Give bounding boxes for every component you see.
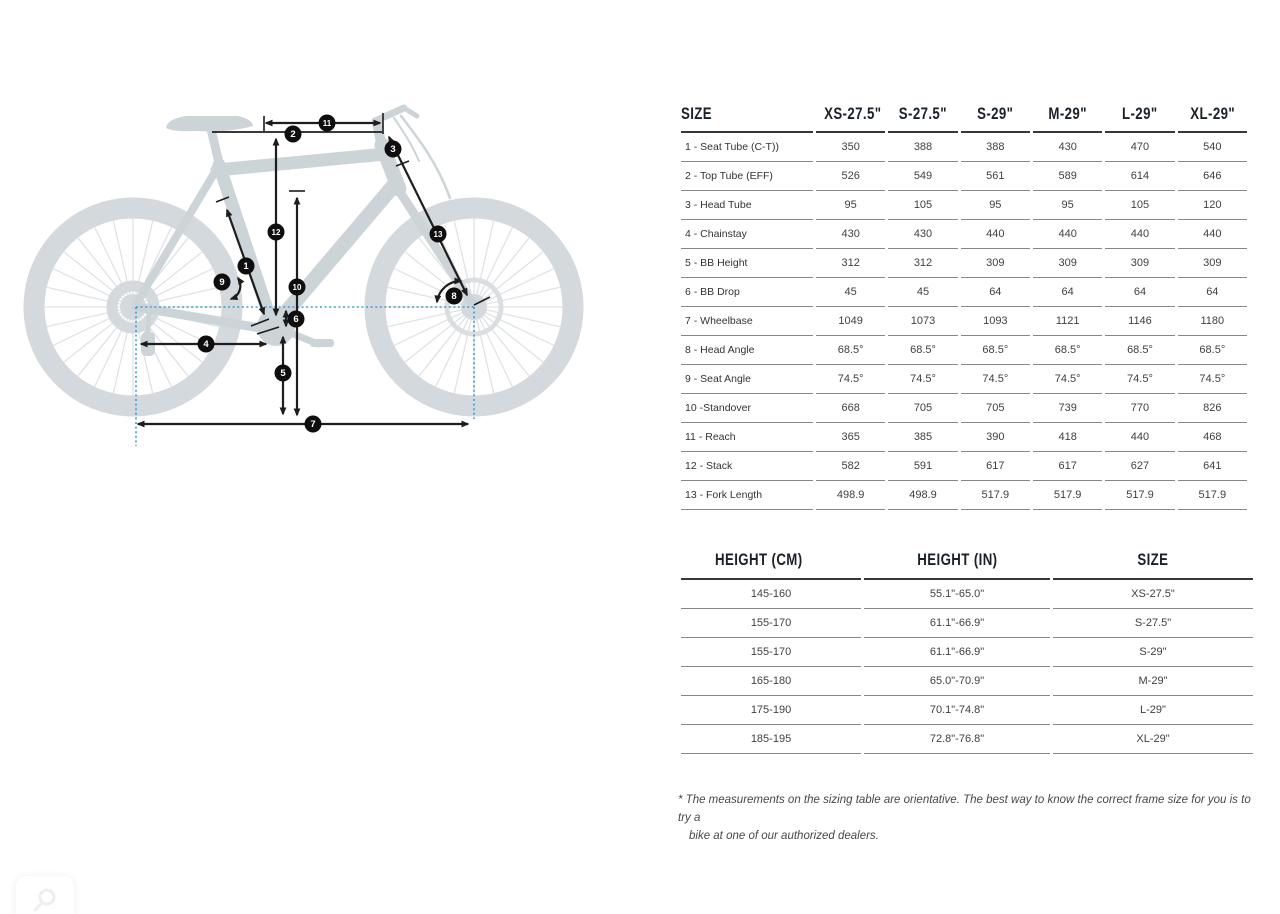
table-cell: 641 bbox=[1178, 452, 1247, 481]
bike-geometry-diagram bbox=[0, 80, 620, 470]
table-cell: 468 bbox=[1178, 423, 1247, 452]
table-cell: 517.9 bbox=[1033, 481, 1102, 510]
sizing-footnote bbox=[678, 791, 1264, 845]
table-cell: 185-195 bbox=[681, 725, 861, 754]
dimension-marker-3 bbox=[385, 141, 402, 158]
row-label: 2 - Top Tube (EFF) bbox=[681, 162, 813, 191]
table-cell: 498.9 bbox=[816, 481, 885, 510]
table-cell: 561 bbox=[961, 162, 1030, 191]
table-cell: 309 bbox=[1178, 249, 1247, 278]
table-cell: S-27.5" bbox=[1053, 609, 1253, 638]
handlebar bbox=[375, 108, 404, 121]
sizing-table-header bbox=[681, 550, 1253, 580]
table-cell: 61.1"-66.9" bbox=[864, 609, 1050, 638]
table-row bbox=[681, 452, 1247, 481]
table-cell: 64 bbox=[1178, 278, 1247, 307]
table-cell: 705 bbox=[888, 394, 957, 423]
row-label: 10 -Standover bbox=[681, 394, 813, 423]
svg-text:7: 7 bbox=[310, 419, 316, 431]
svg-text:2: 2 bbox=[290, 129, 296, 141]
column-header: HEIGHT (IN) bbox=[864, 550, 1050, 580]
table-cell: 705 bbox=[961, 394, 1030, 423]
table-cell: 1073 bbox=[888, 307, 957, 336]
table-cell: 385 bbox=[888, 423, 957, 452]
table-cell: 540 bbox=[1178, 133, 1247, 162]
table-cell: 309 bbox=[1105, 249, 1174, 278]
table-cell: 388 bbox=[961, 133, 1030, 162]
table-cell: 74.5° bbox=[1178, 365, 1247, 394]
column-header: SIZE bbox=[681, 104, 813, 133]
table-cell: 74.5° bbox=[1033, 365, 1102, 394]
row-label: 13 - Fork Length bbox=[681, 481, 813, 510]
table-cell: 68.5° bbox=[888, 336, 957, 365]
dimension-marker-10 bbox=[289, 279, 306, 296]
table-cell: 1121 bbox=[1033, 307, 1102, 336]
table-cell: 1093 bbox=[961, 307, 1030, 336]
table-cell: 470 bbox=[1105, 133, 1174, 162]
table-cell: 440 bbox=[1105, 423, 1174, 452]
table-cell: 526 bbox=[816, 162, 885, 191]
dimension-marker-1 bbox=[238, 258, 255, 275]
table-cell: 312 bbox=[816, 249, 885, 278]
table-cell: 68.5° bbox=[816, 336, 885, 365]
dimension-marker-12 bbox=[268, 224, 285, 241]
dimension-marker-6 bbox=[288, 311, 305, 328]
table-cell: S-29" bbox=[1053, 638, 1253, 667]
row-label: 12 - Stack bbox=[681, 452, 813, 481]
table-cell: 120 bbox=[1178, 191, 1247, 220]
table-cell: 440 bbox=[1033, 220, 1102, 249]
table-cell: 430 bbox=[816, 220, 885, 249]
table-cell: 145-160 bbox=[681, 580, 861, 609]
table-cell: 312 bbox=[888, 249, 957, 278]
dimension-marker-5 bbox=[275, 365, 292, 382]
table-cell: 614 bbox=[1105, 162, 1174, 191]
table-row bbox=[681, 638, 1253, 667]
table-row bbox=[681, 725, 1253, 754]
svg-text:10: 10 bbox=[292, 283, 302, 293]
table-cell: 617 bbox=[961, 452, 1030, 481]
bike-silhouette bbox=[34, 108, 573, 406]
table-cell: XL-29" bbox=[1053, 725, 1253, 754]
svg-text:6: 6 bbox=[293, 314, 299, 326]
table-cell: 72.8"-76.8" bbox=[864, 725, 1050, 754]
table-cell: 627 bbox=[1105, 452, 1174, 481]
row-label: 1 - Seat Tube (C-T)) bbox=[681, 133, 813, 162]
zoom-button[interactable] bbox=[16, 876, 74, 914]
table-cell: 390 bbox=[961, 423, 1030, 452]
dimension-marker-8 bbox=[446, 288, 463, 305]
table-cell: 440 bbox=[961, 220, 1030, 249]
column-header: SIZE bbox=[1053, 550, 1253, 580]
table-cell: 105 bbox=[888, 191, 957, 220]
table-cell: 55.1"-65.0" bbox=[864, 580, 1050, 609]
table-cell: 1180 bbox=[1178, 307, 1247, 336]
table-cell: XS-27.5" bbox=[1053, 580, 1253, 609]
footnote-line-2: bike at one of our authorized dealers. bbox=[689, 830, 879, 842]
table-cell: 517.9 bbox=[961, 481, 1030, 510]
top-tube bbox=[217, 154, 386, 170]
table-cell: 591 bbox=[888, 452, 957, 481]
table-row bbox=[681, 220, 1247, 249]
svg-text:4: 4 bbox=[203, 339, 209, 351]
table-row bbox=[681, 481, 1247, 510]
table-cell: M-29" bbox=[1053, 667, 1253, 696]
table-cell: 309 bbox=[961, 249, 1030, 278]
table-cell: 65.0"-70.9" bbox=[864, 667, 1050, 696]
svg-text:3: 3 bbox=[390, 144, 396, 156]
table-cell: 440 bbox=[1178, 220, 1247, 249]
table-cell: 61.1"-66.9" bbox=[864, 638, 1050, 667]
table-cell: 68.5° bbox=[1033, 336, 1102, 365]
table-cell: 165-180 bbox=[681, 667, 861, 696]
table-cell: 74.5° bbox=[816, 365, 885, 394]
row-label: 9 - Seat Angle bbox=[681, 365, 813, 394]
column-header: L-29" bbox=[1105, 104, 1174, 133]
handlebar-grip bbox=[404, 108, 417, 116]
table-cell: 74.5° bbox=[888, 365, 957, 394]
brake-cable bbox=[401, 116, 450, 198]
table-row bbox=[681, 249, 1247, 278]
table-cell: 826 bbox=[1178, 394, 1247, 423]
table-cell: 1146 bbox=[1105, 307, 1174, 336]
table-cell: 68.5° bbox=[1178, 336, 1247, 365]
table-cell: 739 bbox=[1033, 394, 1102, 423]
table-row bbox=[681, 580, 1253, 609]
table-cell: 64 bbox=[1033, 278, 1102, 307]
table-cell: 68.5° bbox=[961, 336, 1030, 365]
table-cell: 45 bbox=[816, 278, 885, 307]
table-cell: 95 bbox=[1033, 191, 1102, 220]
table-cell: 430 bbox=[1033, 133, 1102, 162]
table-cell: 155-170 bbox=[681, 638, 861, 667]
table-row bbox=[681, 336, 1247, 365]
row-label: 4 - Chainstay bbox=[681, 220, 813, 249]
table-cell: 517.9 bbox=[1178, 481, 1247, 510]
row-label: 6 - BB Drop bbox=[681, 278, 813, 307]
geometry-table bbox=[678, 104, 1250, 510]
svg-text:12: 12 bbox=[271, 228, 281, 238]
column-header: M-29" bbox=[1033, 104, 1102, 133]
magnifier-icon bbox=[32, 887, 58, 913]
table-cell: 64 bbox=[961, 278, 1030, 307]
table-cell: 175-190 bbox=[681, 696, 861, 725]
table-row bbox=[681, 667, 1253, 696]
geometry-table-header bbox=[681, 104, 1247, 133]
table-cell: 350 bbox=[816, 133, 885, 162]
table-cell: 430 bbox=[888, 220, 957, 249]
row-label: 5 - BB Height bbox=[681, 249, 813, 278]
table-cell: 1049 bbox=[816, 307, 885, 336]
table-cell: 309 bbox=[1033, 249, 1102, 278]
table-cell: 770 bbox=[1105, 394, 1174, 423]
svg-text:11: 11 bbox=[322, 119, 332, 129]
table-row bbox=[681, 394, 1247, 423]
svg-text:9: 9 bbox=[219, 277, 225, 289]
table-cell: 388 bbox=[888, 133, 957, 162]
dimension-marker-4 bbox=[198, 336, 215, 353]
table-cell: 64 bbox=[1105, 278, 1174, 307]
table-cell: 74.5° bbox=[961, 365, 1030, 394]
svg-text:1: 1 bbox=[243, 261, 249, 273]
svg-text:8: 8 bbox=[451, 291, 457, 303]
sizing-table bbox=[678, 550, 1256, 754]
table-row bbox=[681, 191, 1247, 220]
table-cell: 95 bbox=[961, 191, 1030, 220]
table-cell: 155-170 bbox=[681, 609, 861, 638]
table-cell: 617 bbox=[1033, 452, 1102, 481]
table-cell: 105 bbox=[1105, 191, 1174, 220]
dimension-marker-9 bbox=[214, 274, 231, 291]
table-row bbox=[681, 609, 1253, 638]
table-cell: L-29" bbox=[1053, 696, 1253, 725]
column-header: S-29" bbox=[961, 104, 1030, 133]
svg-text:13: 13 bbox=[433, 230, 443, 240]
table-row bbox=[681, 162, 1247, 191]
svg-text:5: 5 bbox=[280, 368, 286, 380]
dimension-marker-7 bbox=[305, 416, 322, 433]
row-label: 8 - Head Angle bbox=[681, 336, 813, 365]
table-cell: 74.5° bbox=[1105, 365, 1174, 394]
table-cell: 45 bbox=[888, 278, 957, 307]
table-cell: 440 bbox=[1105, 220, 1174, 249]
table-cell: 589 bbox=[1033, 162, 1102, 191]
column-header: S-27.5" bbox=[888, 104, 957, 133]
table-row bbox=[681, 307, 1247, 336]
column-header: HEIGHT (CM) bbox=[681, 550, 861, 580]
pedal bbox=[310, 339, 334, 347]
column-header: XS-27.5" bbox=[816, 104, 885, 133]
row-label: 7 - Wheelbase bbox=[681, 307, 813, 336]
table-cell: 582 bbox=[816, 452, 885, 481]
table-cell: 418 bbox=[1033, 423, 1102, 452]
table-row bbox=[681, 278, 1247, 307]
table-row bbox=[681, 696, 1253, 725]
table-row bbox=[681, 365, 1247, 394]
table-cell: 549 bbox=[888, 162, 957, 191]
table-cell: 517.9 bbox=[1105, 481, 1174, 510]
footnote-line-1: * The measurements on the sizing table are orientative. The best way to know the correct frame size for you is to try a bbox=[678, 794, 1251, 824]
dimension-marker-11 bbox=[319, 115, 336, 132]
column-header: XL-29" bbox=[1178, 104, 1247, 133]
table-cell: 365 bbox=[816, 423, 885, 452]
dimension-marker-2 bbox=[285, 126, 302, 143]
table-cell: 70.1"-74.8" bbox=[864, 696, 1050, 725]
table-cell: 498.9 bbox=[888, 481, 957, 510]
row-label: 11 - Reach bbox=[681, 423, 813, 452]
dimension-marker-13 bbox=[430, 226, 447, 243]
row-label: 3 - Head Tube bbox=[681, 191, 813, 220]
table-cell: 646 bbox=[1178, 162, 1247, 191]
table-row bbox=[681, 133, 1247, 162]
table-cell: 68.5° bbox=[1105, 336, 1174, 365]
table-cell: 95 bbox=[816, 191, 885, 220]
derailleur-hanger bbox=[148, 307, 149, 334]
table-cell: 668 bbox=[816, 394, 885, 423]
table-row bbox=[681, 423, 1247, 452]
